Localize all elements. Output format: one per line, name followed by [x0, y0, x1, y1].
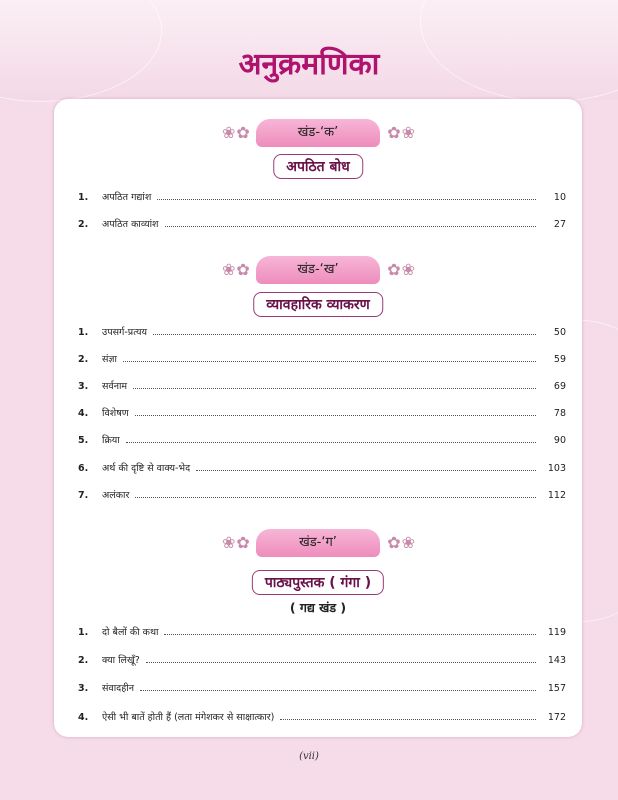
khand-header — [54, 256, 582, 286]
section-subheading: ( गद्य खंड ) — [289, 600, 347, 615]
toc-entry[interactable] — [78, 347, 566, 365]
entry-title: सर्वनाम — [102, 381, 128, 392]
toc-entry[interactable] — [78, 620, 566, 638]
dot-leader — [165, 225, 536, 227]
khand-tab: खंड-‘ख’ — [256, 256, 380, 284]
entry-title: संवादहीन — [102, 683, 134, 694]
dot-leader — [164, 633, 536, 635]
section-heading: व्यावहारिक व्याकरण — [253, 292, 383, 317]
entry-number: 1. — [78, 192, 89, 203]
dot-leader — [280, 718, 536, 720]
toc-entry[interactable] — [78, 320, 566, 338]
entry-page: 69 — [553, 381, 566, 392]
entry-title: संज्ञा — [102, 354, 117, 365]
entry-number: 2. — [78, 354, 89, 365]
entry-title: विशेषण — [102, 408, 129, 419]
entry-title: अपठित काव्यांश — [102, 219, 159, 230]
entry-number: 2. — [78, 219, 89, 230]
toc-entry[interactable] — [78, 212, 566, 230]
entry-number: 4. — [78, 712, 89, 723]
flourish-icon: ✿❀ — [387, 533, 416, 552]
toc-entry[interactable] — [78, 374, 566, 392]
toc-entry[interactable] — [78, 483, 566, 501]
entry-title: अलंकार — [102, 490, 130, 501]
page-title: अनुक्रमणिका — [238, 47, 380, 82]
dot-leader — [140, 689, 536, 691]
entry-page: 112 — [547, 490, 566, 501]
entry-number: 4. — [78, 408, 89, 419]
entry-title: उपसर्ग-प्रत्यय — [102, 327, 147, 338]
dot-leader — [153, 333, 536, 335]
entry-page: 59 — [553, 354, 566, 365]
toc-entry[interactable] — [78, 676, 566, 694]
entry-number: 5. — [78, 435, 89, 446]
entry-number: 3. — [78, 683, 89, 694]
khand-header — [54, 529, 582, 559]
toc-entry[interactable] — [78, 428, 566, 446]
khand-header — [54, 119, 582, 149]
toc-entry[interactable] — [78, 456, 566, 474]
entry-title: अर्थ की दृष्टि से वाक्य-भेद — [102, 463, 191, 474]
dot-leader — [135, 414, 536, 416]
dot-leader — [157, 198, 536, 200]
section-heading: अपठित बोध — [273, 154, 363, 179]
entry-number: 6. — [78, 463, 89, 474]
khand-tab: खंड-‘क’ — [256, 119, 380, 147]
entry-number: 1. — [78, 627, 89, 638]
entry-page: 119 — [547, 627, 566, 638]
entry-page: 103 — [547, 463, 566, 474]
toc-entry[interactable] — [78, 648, 566, 666]
entry-number: 3. — [78, 381, 89, 392]
entry-number: 2. — [78, 655, 89, 666]
flourish-icon: ✿❀ — [387, 260, 416, 279]
entry-title: दो बैलों की कथा — [102, 627, 159, 638]
toc-entry[interactable] — [78, 705, 566, 723]
entry-title: ऐसी भी बातें होती हैं (लता मंगेशकर से साक्षात्कार) — [102, 712, 275, 723]
entry-page: 172 — [547, 712, 566, 723]
toc-entry[interactable] — [78, 185, 566, 203]
entry-page: 10 — [553, 192, 566, 203]
flourish-icon: ❀✿ — [222, 123, 251, 142]
flourish-icon: ❀✿ — [222, 260, 251, 279]
entry-title: अपठित गद्यांश — [102, 192, 152, 203]
entry-page: 157 — [547, 683, 566, 694]
contents-card — [54, 99, 582, 737]
section-heading: पाठ्यपुस्तक ( गंगा ) — [252, 570, 384, 595]
dot-leader — [196, 469, 536, 471]
dot-leader — [133, 387, 536, 389]
entry-page: 90 — [553, 435, 566, 446]
flourish-icon: ❀✿ — [222, 533, 251, 552]
dot-leader — [123, 360, 536, 362]
dot-leader — [126, 441, 536, 443]
entry-title: क्रिया — [102, 435, 120, 446]
entry-page: 50 — [553, 327, 566, 338]
entry-page: 78 — [553, 408, 566, 419]
entry-number: 7. — [78, 490, 89, 501]
toc-entry[interactable] — [78, 401, 566, 419]
dot-leader — [135, 496, 536, 498]
page-number: (vii) — [299, 751, 319, 762]
khand-tab: खंड-‘ग’ — [256, 529, 380, 557]
flourish-icon: ✿❀ — [387, 123, 416, 142]
dot-leader — [146, 661, 536, 663]
entry-page: 27 — [553, 219, 566, 230]
entry-page: 143 — [547, 655, 566, 666]
entry-number: 1. — [78, 327, 89, 338]
entry-title: क्या लिखूँ? — [102, 655, 140, 666]
